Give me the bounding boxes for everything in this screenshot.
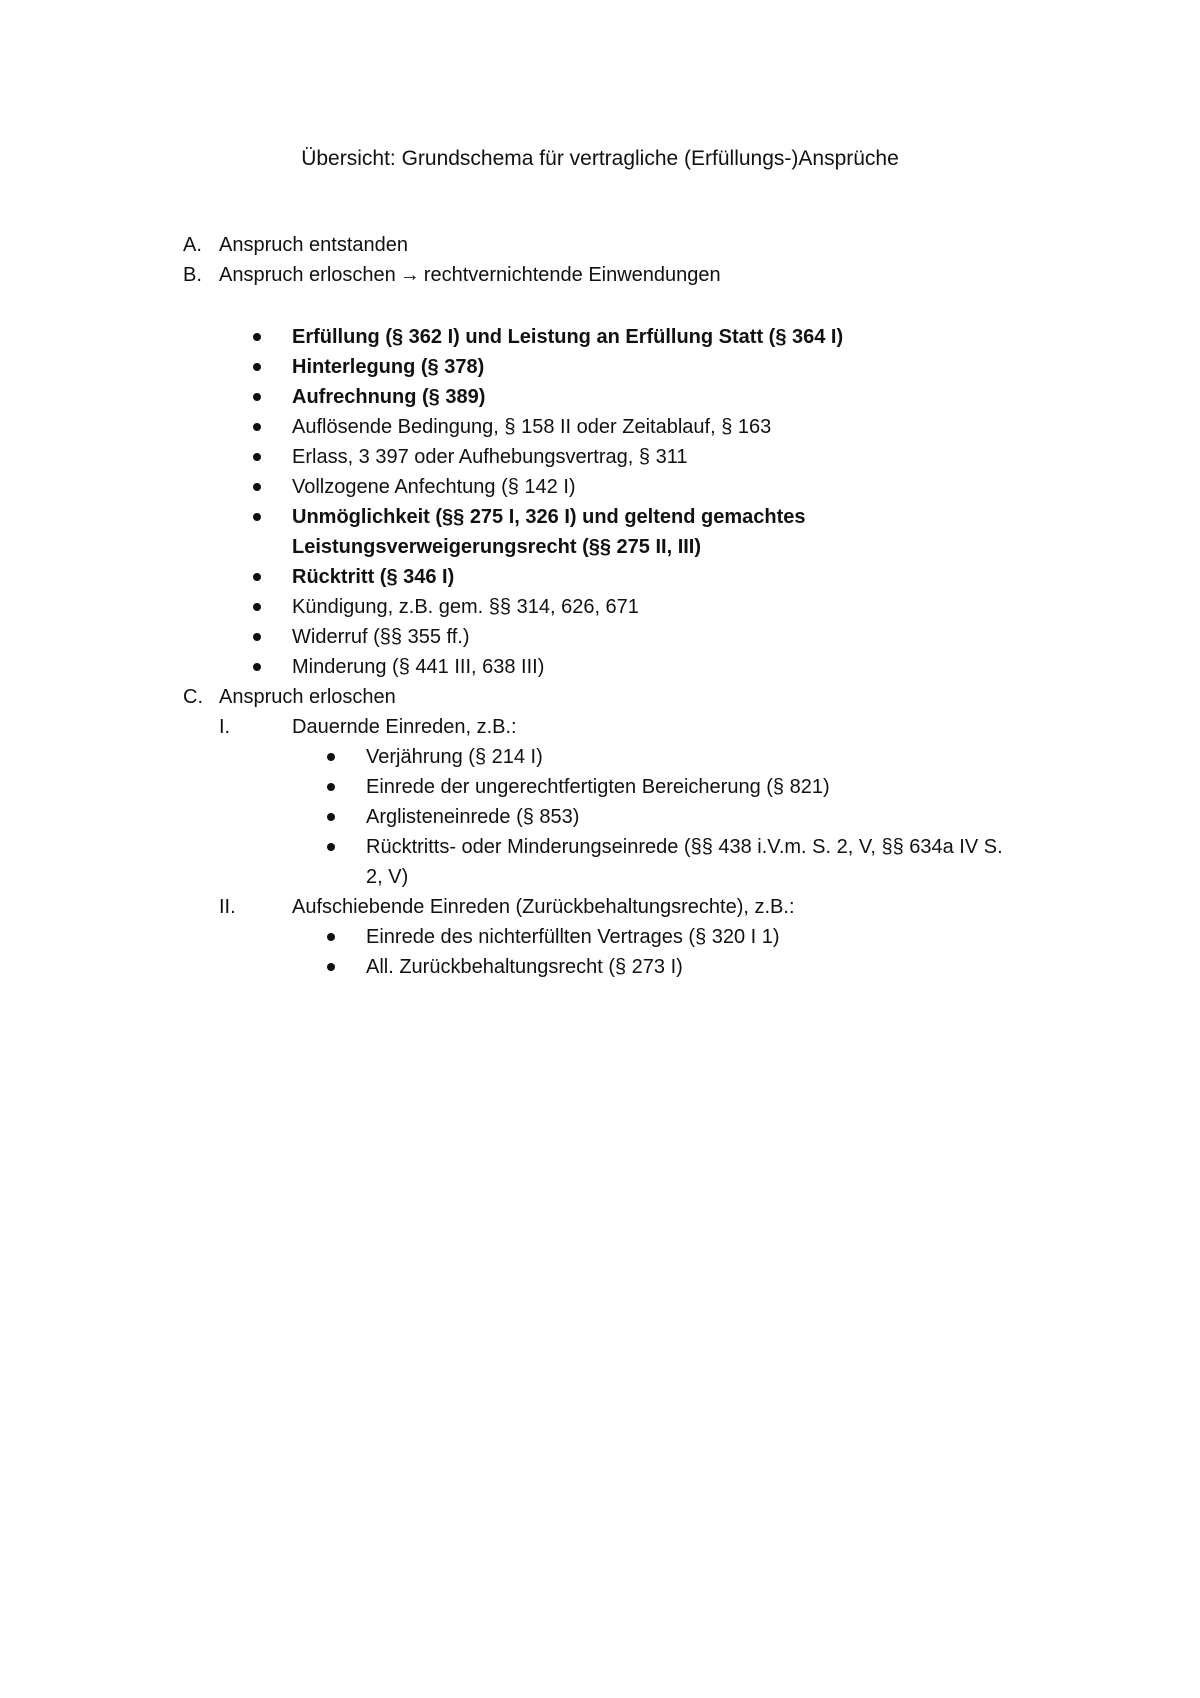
bullet-icon (253, 423, 261, 431)
arrow-right-icon: → (399, 264, 420, 286)
list-item-text: Rücktritt (§ 346 I) (292, 566, 455, 588)
bullet-icon (327, 813, 335, 821)
list-item-text: Vollzogene Anfechtung (§ 142 I) (292, 476, 576, 498)
bullet-icon (327, 783, 335, 791)
list-item-text: Unmöglichkeit (§§ 275 I, 326 I) und geltend gemachtes (292, 506, 806, 528)
bullet-icon (253, 453, 261, 461)
list-item-text: Einrede des nichterfüllten Vertrages (§ 320 I 1) (366, 926, 780, 948)
c2-marker: II. (219, 896, 236, 918)
section-b-text-after: rechtvernichtende Einwendungen (423, 264, 721, 286)
bullet-icon (253, 603, 261, 611)
list-item-text: Minderung (§ 441 III, 638 III) (292, 656, 545, 678)
bullet-icon (253, 363, 261, 371)
c2-text: Aufschiebende Einreden (Zurückbehaltungsrechte), z.B.: (292, 896, 795, 918)
bullet-icon (327, 753, 335, 761)
section-c-marker: C. (183, 686, 203, 708)
section-b-text-before: Anspruch erloschen (219, 264, 396, 286)
c1-marker: I. (219, 716, 231, 738)
list-item-text: Auflösende Bedingung, § 158 II oder Zeitablauf, § 163 (292, 416, 772, 438)
bullet-icon (253, 663, 261, 671)
list-item-text: Hinterlegung (§ 378) (292, 356, 485, 378)
bullet-icon (253, 393, 261, 401)
list-item-text: Erfüllung (§ 362 I) und Leistung an Erfüllung Statt (§ 364 I) (292, 326, 844, 348)
page-title: Übersicht: Grundschema für vertragliche (Erfüllungs-)Ansprüche (301, 147, 899, 170)
list-item-text: Arglisteneinrede (§ 853) (366, 806, 580, 828)
bullet-icon (253, 633, 261, 641)
bullet-icon (327, 933, 335, 941)
list-item-continuation: Leistungsverweigerungsrecht (§§ 275 II, III) (292, 536, 702, 558)
bullet-icon (253, 573, 261, 581)
bullet-icon (327, 843, 335, 851)
list-item-text: Kündigung, z.B. gem. §§ 314, 626, 671 (292, 596, 639, 618)
bullet-icon (253, 513, 261, 521)
bullet-icon (327, 963, 335, 971)
list-item-continuation: 2, V) (366, 866, 409, 888)
list-item-text: All. Zurückbehaltungsrecht (§ 273 I) (366, 956, 683, 978)
section-b-marker: B. (183, 264, 202, 286)
section-b-text (219, 261, 721, 289)
list-item-text: Erlass, 3 397 oder Aufhebungsvertrag, § 311 (292, 446, 688, 468)
list-item-text: Widerruf (§§ 355 ff.) (292, 626, 470, 648)
bullet-icon (253, 333, 261, 341)
list-item-text: Rücktritts- oder Minderungseinrede (§§ 438 i.V.m. S. 2, V, §§ 634a IV S. (366, 836, 1003, 858)
section-a-text: Anspruch entstanden (219, 234, 409, 256)
section-a-marker: A. (183, 234, 202, 256)
list-item-text: Einrede der ungerechtfertigten Bereicherung (§ 821) (366, 776, 830, 798)
bullet-icon (253, 483, 261, 491)
list-item-text: Aufrechnung (§ 389) (292, 386, 486, 408)
section-c-text: Anspruch erloschen (219, 686, 396, 708)
list-item-text: Verjährung (§ 214 I) (366, 746, 543, 768)
c1-text: Dauernde Einreden, z.B.: (292, 716, 517, 738)
